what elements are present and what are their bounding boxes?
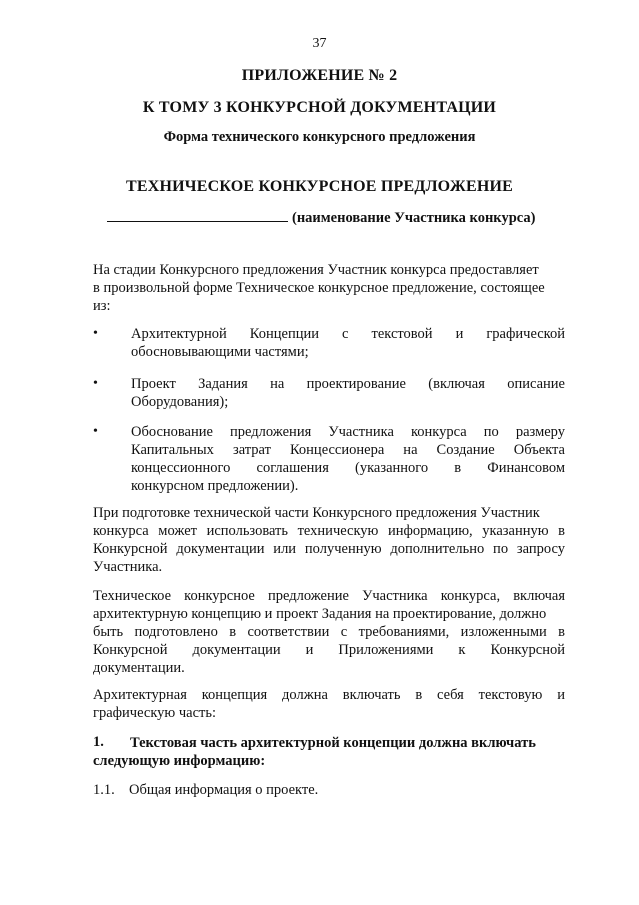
bullet-marker: •	[93, 424, 98, 439]
volume-title: К ТОМУ 3 КОНКУРСНОЙ ДОКУМЕНТАЦИИ	[142, 99, 497, 116]
bullet-marker: •	[93, 326, 98, 341]
bullet-item	[131, 325, 565, 361]
bullet-line: концессионного соглашения (указанного в Финансовом	[131, 460, 565, 476]
bullet-line: обосновывающими частями;	[131, 344, 309, 360]
bullet-line: Проект Задания на проектирование (включая описание	[131, 376, 565, 392]
participant-name-label: (наименование Участника конкурса)	[292, 210, 536, 226]
concept-paragraph	[93, 686, 565, 722]
bullet-line: Капитальных затрат Концессионера на Создание Объекта	[131, 442, 565, 458]
paragraph-line: конкурса может использовать техническую информацию, указанную в	[93, 523, 565, 539]
intro-paragraph	[93, 261, 565, 315]
bullet-marker: •	[93, 376, 98, 391]
proposal-title: ТЕХНИЧЕСКОЕ КОНКУРСНОЕ ПРЕДЛОЖЕНИЕ	[125, 178, 513, 195]
bullet-item	[131, 375, 565, 411]
requirements-paragraph	[93, 587, 565, 677]
paragraph-line: Архитектурная концепция должна включать в себя текстовую и	[93, 687, 565, 703]
form-title: Форма технического конкурсного предложения	[163, 129, 476, 145]
paragraph-line: Участника.	[93, 559, 163, 575]
participant-name-blank	[107, 209, 288, 222]
bullet-line: Архитектурной Концепции с текстовой и графической	[131, 326, 565, 342]
bullet-line: конкурсном предложении).	[131, 478, 299, 494]
subsection-1-1-text: Общая информация о проекте.	[129, 782, 319, 798]
paragraph-line: из:	[93, 298, 111, 314]
section-1-heading-line: Текстовая часть архитектурной концепции должна включать	[130, 735, 536, 751]
paragraph-line: На стадии Конкурсного предложения Участник конкурса предоставляет	[93, 262, 539, 278]
subsection-1-1-number: 1.1.	[93, 782, 115, 798]
section-1-number: 1.	[93, 734, 104, 750]
appendix-title: ПРИЛОЖЕНИЕ № 2	[241, 67, 398, 84]
technical-part-paragraph	[93, 504, 565, 576]
participant-name-line	[107, 209, 567, 227]
bullet-line: Оборудования);	[131, 394, 229, 410]
paragraph-line: документации.	[93, 660, 185, 676]
paragraph-line: быть подготовлено в соответствии с требованиями, изложенными в	[93, 624, 565, 640]
paragraph-line: архитектурную концепцию и проект Задания на проектирование, должно	[93, 606, 547, 622]
bullet-item	[131, 423, 565, 495]
paragraph-line: Конкурсной документации или полученную дополнительно по запросу	[93, 541, 565, 557]
paragraph-line: графическую часть:	[93, 705, 217, 721]
section-1-heading-line: следующую информацию:	[93, 753, 266, 769]
page-number: 37	[312, 36, 327, 51]
paragraph-line: При подготовке технической части Конкурсного предложения Участник	[93, 505, 540, 521]
paragraph-line: в произвольной форме Техническое конкурсное предложение, состоящее	[93, 280, 545, 296]
paragraph-line: Техническое конкурсное предложение Участника конкурса, включая	[93, 588, 565, 604]
section-1-heading	[93, 734, 565, 770]
bullet-line: Обоснование предложения Участника конкурса по размеру	[131, 424, 565, 440]
paragraph-line: Конкурсной документации и Приложениями к Конкурсной	[93, 642, 565, 658]
